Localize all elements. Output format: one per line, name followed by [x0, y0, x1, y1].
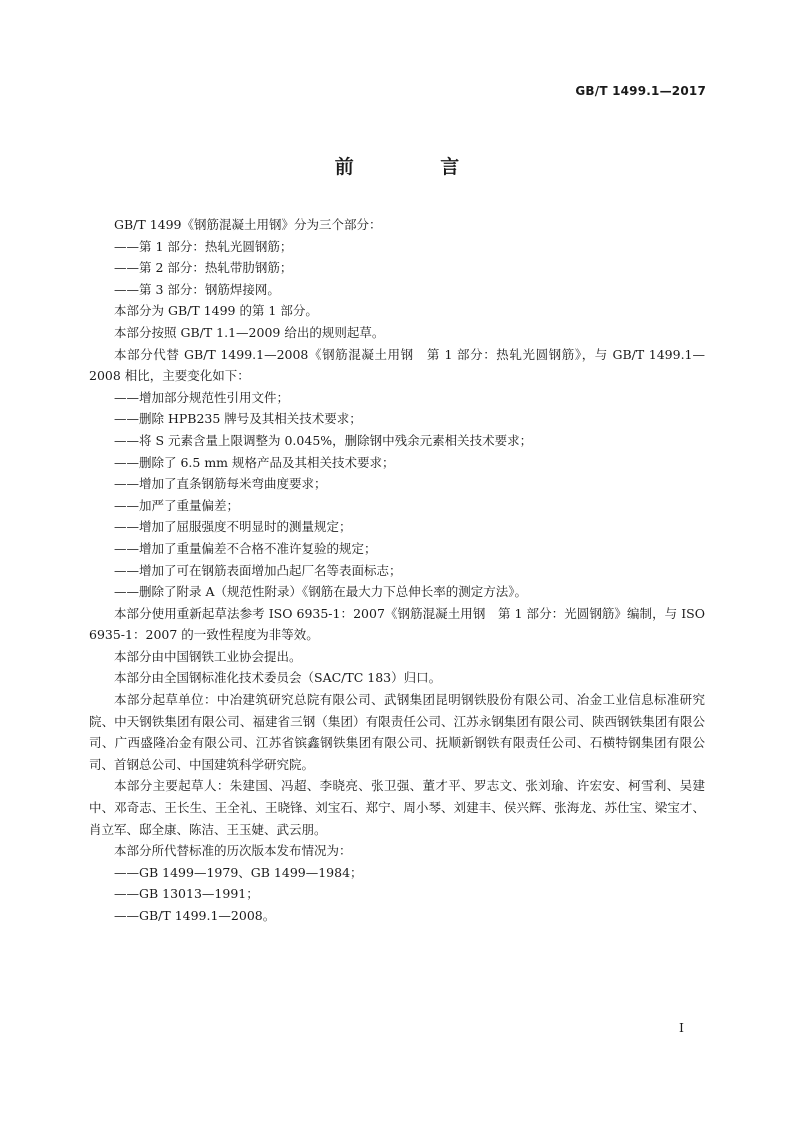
list-item: ——删除了附录 A（规范性附录）《钢筋在最大力下总伸长率的测定方法》。 — [114, 584, 528, 600]
standard-code: GB/T 1499.1—2017 — [575, 84, 706, 98]
paragraph: 本部分由全国钢标准化技术委员会（SAC/TC 183）归口。 — [114, 670, 442, 686]
list-item: ——GB/T 1499.1—2008。 — [114, 908, 276, 923]
paragraph: 本部分按照 GB/T 1.1—2009 给出的规则起草。 — [114, 324, 385, 340]
paragraph: 本部分由中国钢铁工业协会提出。 — [114, 648, 302, 664]
page-number: I — [679, 1020, 684, 1035]
list-item: ——增加部分规范性引用文件； — [114, 389, 290, 405]
page-title: 前 言 — [334, 156, 500, 178]
list-item: ——增加了重量偏差不合格不准许复验的规定； — [114, 540, 377, 556]
list-item: ——删除 HPB235 牌号及其相关技术要求； — [114, 411, 362, 427]
paragraph: GB/T 1499《钢筋混凝土用钢》分为三个部分： — [114, 217, 382, 232]
paragraph: 本部分为 GB/T 1499 的第 1 部分。 — [114, 303, 318, 319]
list-item: ——增加了屈服强度不明显时的测量规定； — [114, 519, 352, 535]
list-item: ——第 1 部分：热轧光圆钢筋； — [114, 238, 293, 254]
list-item: ——第 3 部分：钢筋焊接网。 — [114, 281, 280, 297]
list-item: ——增加了直条钢筋每米弯曲度要求； — [114, 476, 327, 492]
list-item: ——删除了 6.5 mm 规格产品及其相关技术要求； — [114, 454, 395, 470]
foreword-body — [89, 214, 705, 927]
list-item: ——加严了重量偏差； — [114, 497, 240, 513]
paragraph: 本部分使用重新起草法参考 ISO 6935-1：2007《钢筋混凝土用钢 第 1 部分：光圆钢筋》编制，与 ISO 6935-1：2007 的一致性程度为非等效。 — [89, 605, 705, 643]
paragraph: 本部分代替 GB/T 1499.1—2008《钢筋混凝土用钢 第 1 部分：热轧光圆钢筋》，与 GB/T 1499.1—2008 相比，主要变化如下： — [89, 346, 705, 384]
paragraph: 本部分所代替标准的历次版本发布情况为： — [114, 843, 352, 859]
list-item: ——GB 1499—1979、GB 1499—1984； — [114, 864, 363, 880]
list-item: ——将 S 元素含量上限调整为 0.045%，删除钢中残余元素相关技术要求； — [114, 432, 533, 448]
paragraph: 本部分主要起草人：朱建国、冯超、李晓亮、张卫强、董才平、罗志文、张刘瑜、许宏安、柯雪利、吴建中、邓奇志、王长生、王全礼、王晓锋、刘宝石、郑宁、周小琴、刘建丰、侯兴辉、张海龙、苏仕宝、梁宝才、肖立军、邸全康、陈洁、王玉婕、武云朋。 — [89, 778, 705, 837]
paragraph: 本部分起草单位：中冶建筑研究总院有限公司、武钢集团昆明钢铁股份有限公司、冶金工业信息标准研究院、中天钢铁集团有限公司、福建省三钢（集团）有限责任公司、江苏永钢集团有限公司、陕西钢铁集团有限公司、广西盛隆冶金有限公司、江苏省镔鑫钢铁集团有限公司、抚顺新钢铁有限责任公司、石横特钢集团有限公司、首钢总公司、中国建筑科学研究院。 — [89, 692, 705, 772]
list-item: ——GB 13013—1991； — [114, 886, 259, 902]
list-item: ——增加了可在钢筋表面增加凸起厂名等表面标志； — [114, 562, 402, 578]
list-item: ——第 2 部分：热轧带肋钢筋； — [114, 260, 293, 276]
